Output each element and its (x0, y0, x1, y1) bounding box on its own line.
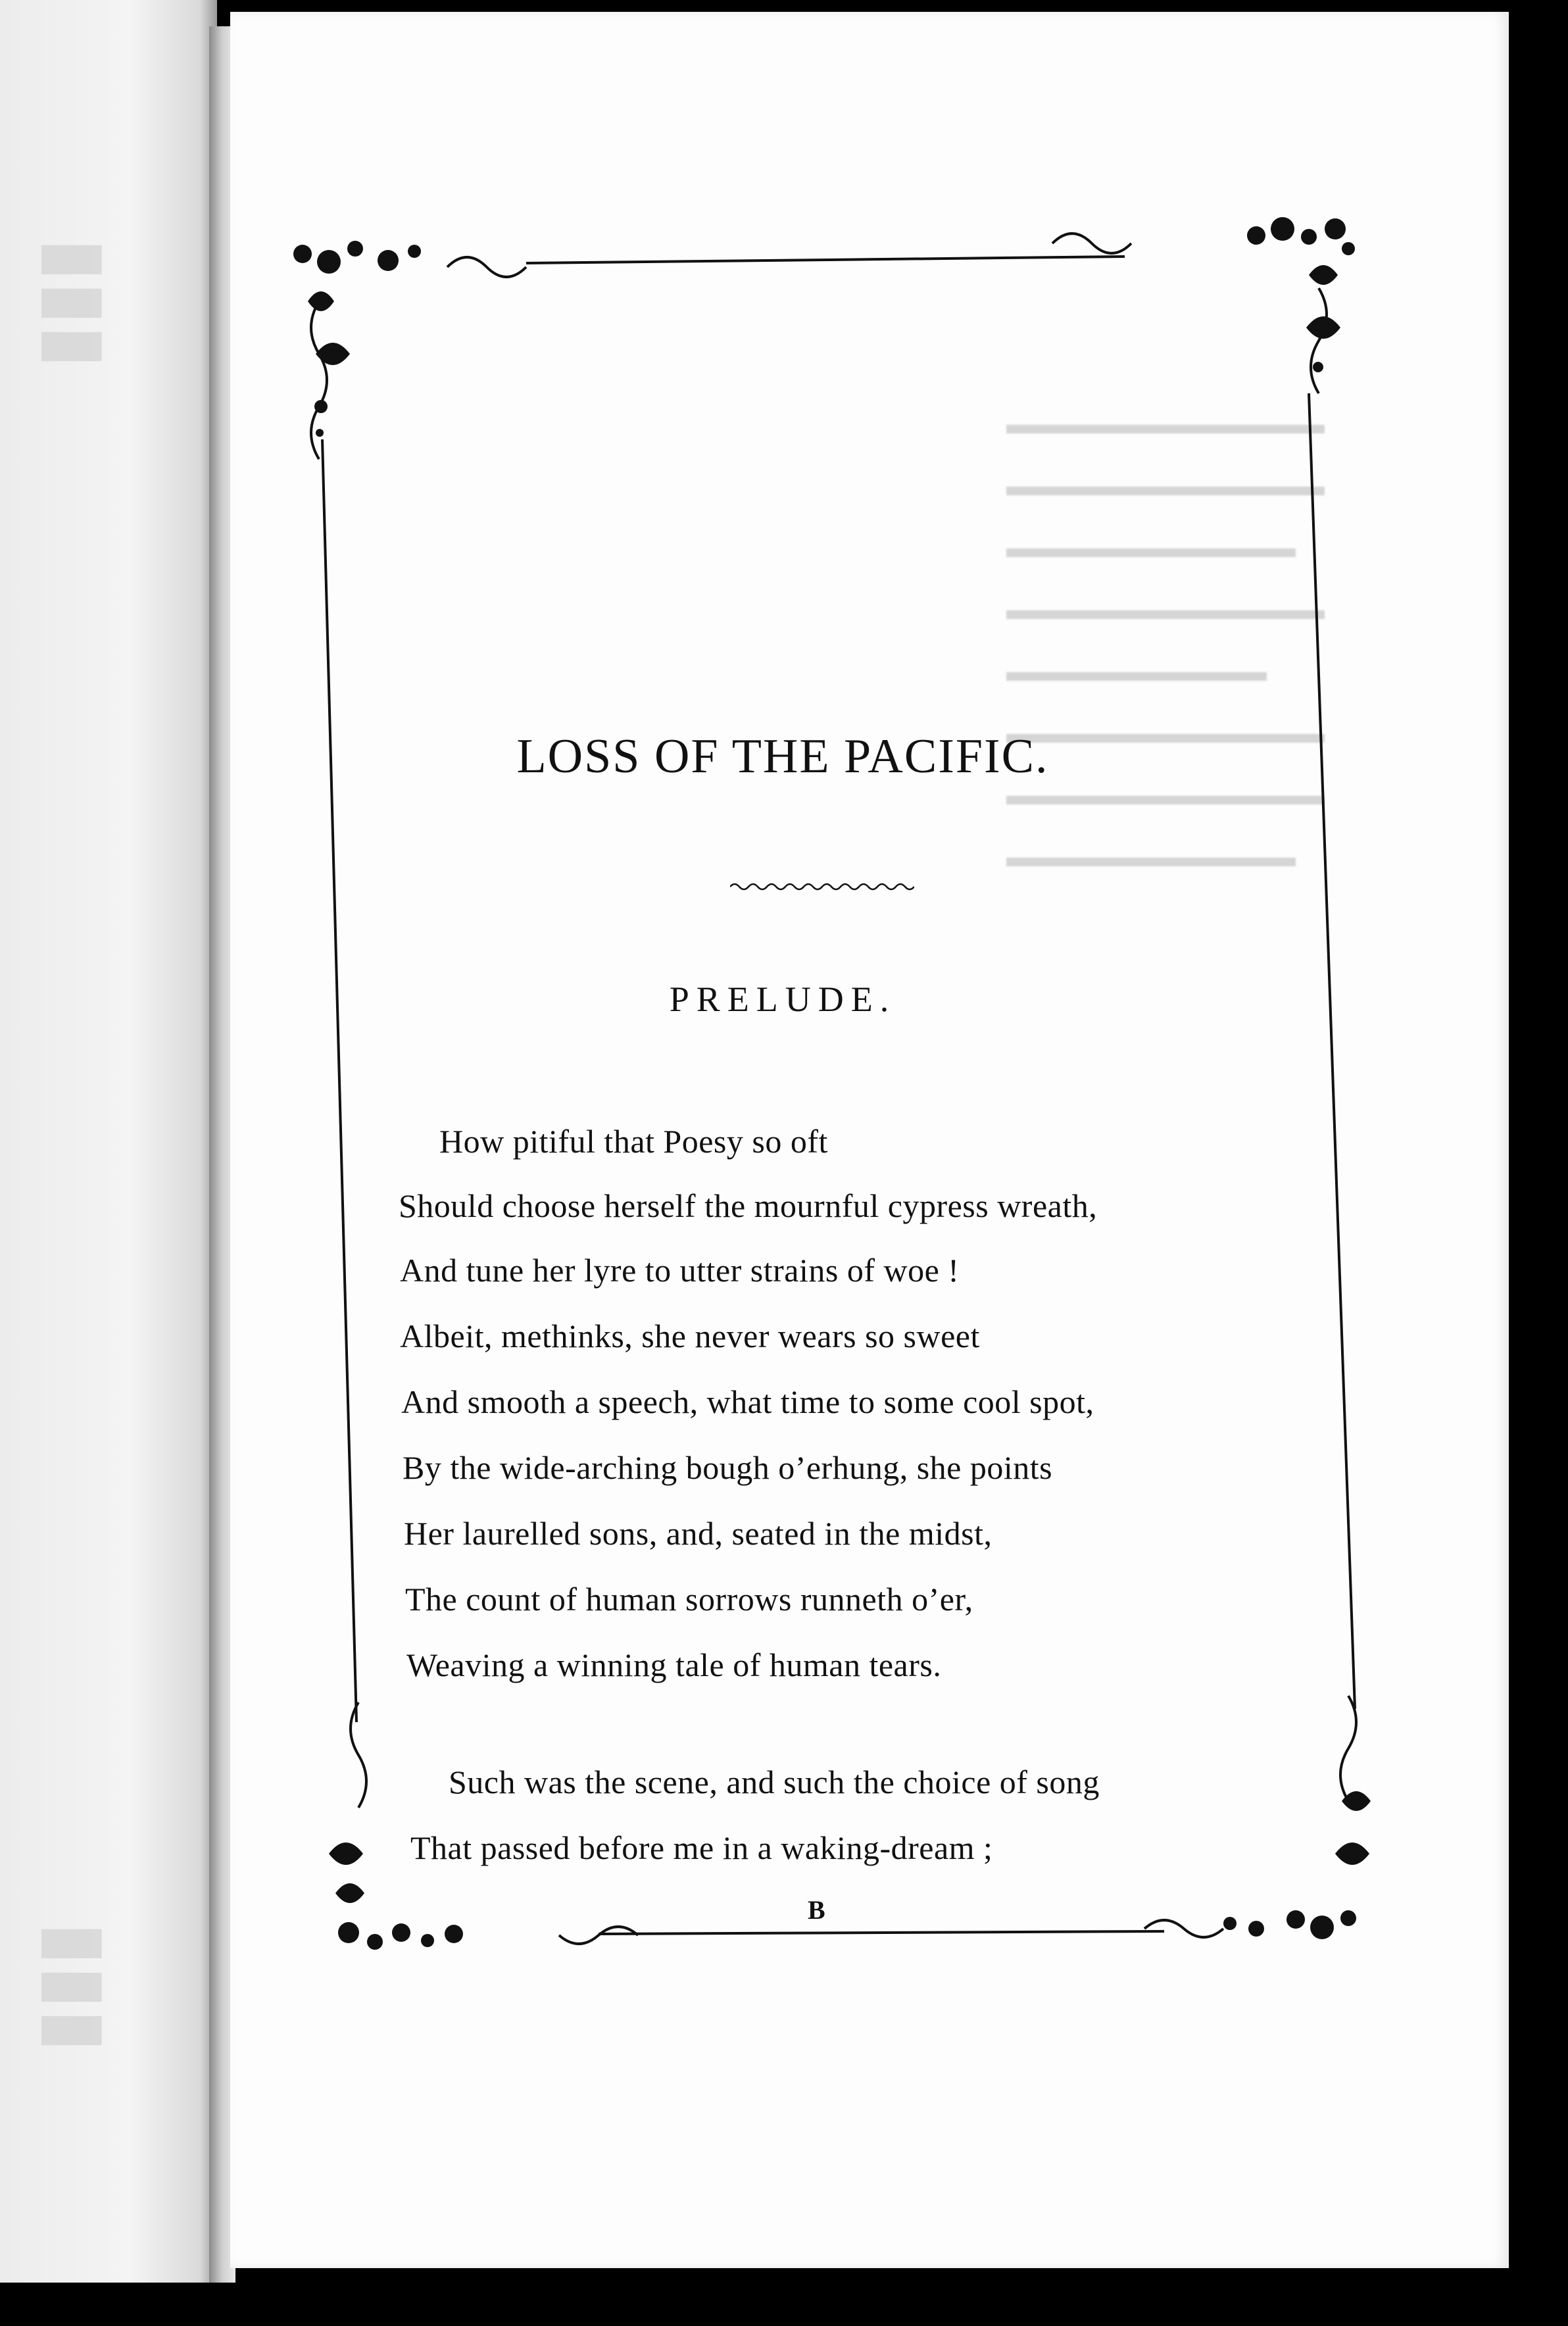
book-page (230, 12, 1509, 2268)
poem-line: Her laurelled sons, and, seated in the midst, (404, 1515, 992, 1552)
poem-line: Such was the scene, and such the choice of song (449, 1764, 1100, 1800)
poem-line: That passed before me in a waking-dream ; (410, 1829, 993, 1866)
poem-line: The count of human sorrows runneth o’er, (405, 1581, 973, 1618)
signature-mark: B (808, 1895, 825, 1925)
poem-line: Albeit, methinks, she never wears so sweet (400, 1318, 980, 1354)
facing-page (0, 0, 217, 2283)
section-heading: PRELUDE. (669, 979, 896, 1019)
facing-page-bleed-mark: ▮▮▮ (22, 1921, 109, 2052)
poem-line: By the wide-arching bough o’erhung, she points (403, 1449, 1053, 1486)
poem-line: And smooth a speech, what time to some cool spot, (401, 1383, 1094, 1420)
poem-line: Should choose herself the mournful cypress wreath, (399, 1187, 1098, 1224)
decorative-wavy-rule (730, 879, 914, 895)
page-content (230, 12, 1509, 2268)
show-through: ▬▬▬▬▬▬▬▬▬▬▬ ▬▬▬▬▬▬▬▬▬▬▬ ▬▬▬▬▬▬▬▬▬▬ ▬▬▬▬▬▬▬▬▬▬▬ ▬▬▬▬▬▬▬▬▬ ▬▬▬▬▬▬▬▬▬▬▬ ▬▬▬▬▬▬▬▬▬▬▬ ▬▬▬▬▬▬▬▬▬▬ (1006, 408, 1325, 873)
facing-page-bleed-mark: ▮▮▮ (22, 237, 109, 368)
poem-title: LOSS OF THE PACIFIC. (516, 730, 1049, 783)
poem-line: Weaving a winning tale of human tears. (406, 1646, 942, 1683)
poem-line: How pitiful that Poesy so oft (439, 1123, 828, 1160)
poem-line: And tune her lyre to utter strains of woe ! (400, 1252, 960, 1289)
